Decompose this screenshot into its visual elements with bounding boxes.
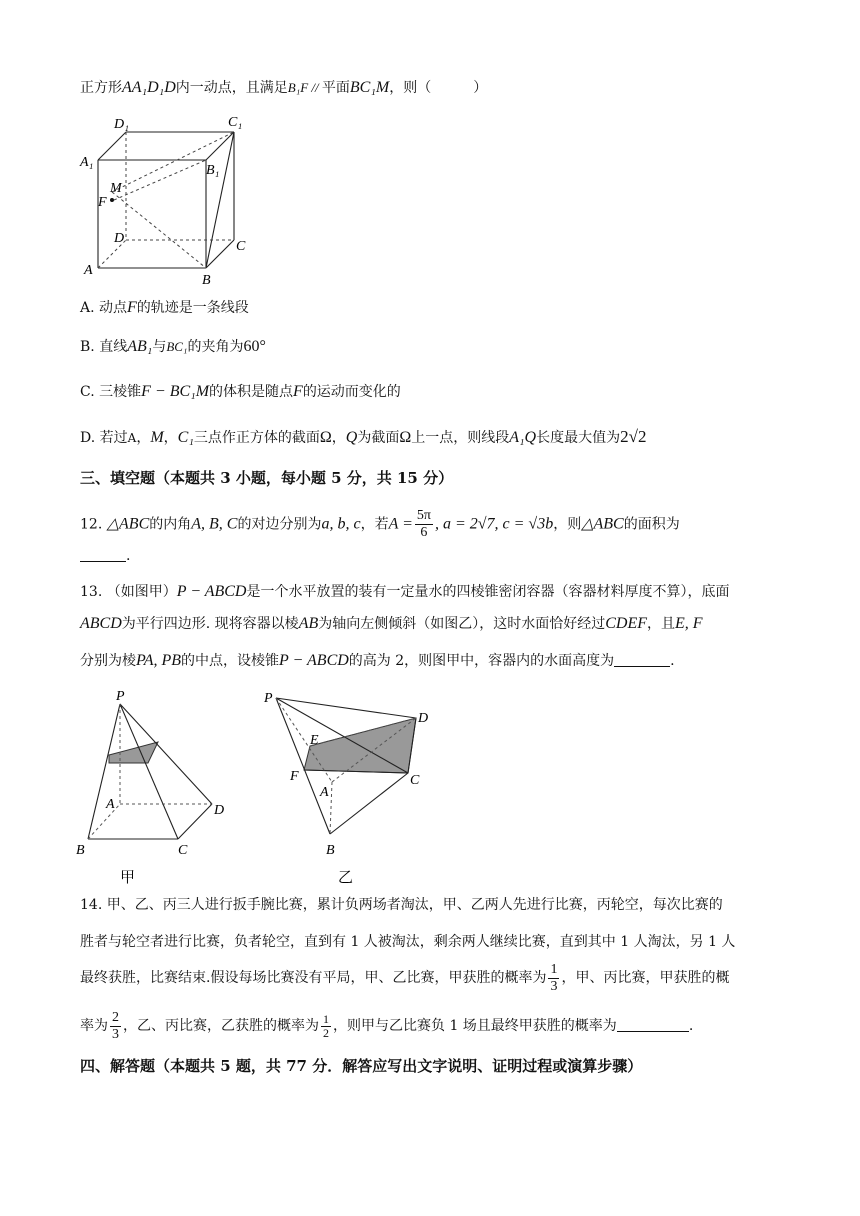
q14-text: 率为 xyxy=(80,1018,108,1034)
q14-answer-blank[interactable] xyxy=(617,1017,689,1032)
q11-stem-text: 内一动点，且满足 xyxy=(175,80,288,96)
yi-label-B: B xyxy=(326,843,335,858)
q13-text: 为轴向左侧倾斜（如图乙），这时水面恰好经过 xyxy=(318,616,606,632)
q13-answer-blank[interactable] xyxy=(614,652,670,667)
option-d[interactable] xyxy=(80,427,646,448)
q11-stem-text: 正方形 xyxy=(80,80,122,96)
q13-math: E, F xyxy=(675,615,703,632)
option-math: A₁Q xyxy=(509,429,537,446)
q12-math: A, B, C xyxy=(191,515,238,533)
q12 xyxy=(80,508,680,541)
q11-stem-text: ，则（ ） xyxy=(389,80,488,96)
option-math: AB₁ xyxy=(127,338,153,355)
option-math: 2√2 xyxy=(620,427,647,446)
q12-math: , a = 2√7, c = √3b xyxy=(434,515,554,533)
q12-text: 的面积为 xyxy=(623,516,680,533)
label-A: A xyxy=(84,263,93,278)
q14-text: . xyxy=(688,1018,694,1034)
label-B: B xyxy=(202,273,211,288)
q13-text: 为平行四边形. 现将容器以棱 xyxy=(121,616,299,632)
label-C1: C₁ xyxy=(228,115,243,130)
option-math: F xyxy=(293,383,303,400)
q11-stem xyxy=(80,78,487,98)
q13-text: 是一个水平放置的装有一定量水的四棱锥密闭容器（容器材料厚度不算），底面 xyxy=(246,584,730,600)
option-math: A xyxy=(127,431,137,445)
option-label: A. xyxy=(80,300,95,316)
option-text: 为截面 xyxy=(357,430,400,446)
q13-math: AB xyxy=(298,615,319,632)
fraction-denominator: 3 xyxy=(112,1026,119,1042)
jia-label-D: D xyxy=(214,803,225,818)
fraction-denominator: 3 xyxy=(550,978,558,994)
label-D: D xyxy=(114,231,125,246)
jia-label-B: B xyxy=(76,843,85,858)
jia-label-C: C xyxy=(178,843,188,858)
q13-text: ，且 xyxy=(647,616,676,632)
option-text: 的运动而变化的 xyxy=(302,384,401,400)
q13-math: PA, PB xyxy=(136,652,182,669)
option-math: F − BC₁M xyxy=(141,383,210,400)
fraction-2-3 xyxy=(110,1010,121,1043)
label-F: F xyxy=(98,195,107,210)
option-text: 的夹角为 xyxy=(187,339,244,355)
label-B1: B₁ xyxy=(206,163,220,178)
option-text: 的体积是随点 xyxy=(209,384,294,400)
yi-label-D: D xyxy=(418,711,429,726)
q13-math: P − ABCD xyxy=(176,583,247,600)
option-text: 若过 xyxy=(99,430,128,446)
q13-math: ABCD xyxy=(80,615,122,632)
q12-math: △ABC xyxy=(106,515,150,533)
option-text: ， xyxy=(331,430,346,446)
fraction-numerator: 1 xyxy=(323,1011,329,1026)
fraction-5pi-6 xyxy=(415,508,433,541)
option-math: Ω xyxy=(319,429,332,446)
option-math: 60° xyxy=(243,338,266,355)
q14-text: 最终获胜，比赛结束.假设每场比赛没有平局，甲、乙比赛，甲获胜的概率为 xyxy=(80,970,547,986)
plane-symbol: BC₁M xyxy=(349,79,390,96)
q14-line-2: 胜者与轮空者进行比赛，负者轮空，直到有 1 人被淘汰，剩余两人继续比赛，直到其中 1 人淘汰，另 1 人 xyxy=(80,934,736,950)
option-text: ， xyxy=(136,430,151,446)
fraction-1-2 xyxy=(321,1013,331,1040)
section-3-heading: 三、填空题（本题共 3 小题，每小题 5 分，共 15 分） xyxy=(80,469,454,487)
option-b[interactable] xyxy=(80,337,266,357)
q12-answer-line xyxy=(80,546,130,566)
option-label: C. xyxy=(80,384,95,400)
jia-label-A: A xyxy=(106,797,115,812)
option-math: BC₁ xyxy=(166,339,188,354)
q12-math: a, b, c xyxy=(321,515,361,533)
fraction-denominator: 2 xyxy=(323,1025,329,1040)
option-text: 长度最大值为 xyxy=(536,430,621,446)
q13-text: . xyxy=(670,653,675,669)
q13-text: 13. （如图甲） xyxy=(80,584,177,600)
q14-text: ，则甲与乙比赛负 1 场且最终甲获胜的概率为 xyxy=(333,1018,617,1034)
q12-text: . xyxy=(126,548,131,564)
fraction-denominator: 6 xyxy=(420,525,428,540)
option-text: 与 xyxy=(152,339,167,355)
pyramid-figure-yi xyxy=(258,684,438,890)
option-text: 三棱锥 xyxy=(99,384,142,400)
label-M: M xyxy=(110,181,122,196)
option-text: ， xyxy=(163,430,178,446)
pyramid-figure-jia xyxy=(74,684,244,890)
q12-text: 的内角 xyxy=(149,516,192,533)
yi-label-P: P xyxy=(264,691,273,706)
option-math: C₁ xyxy=(177,429,194,446)
q14-line-3 xyxy=(80,960,729,996)
q14-text: ，甲、丙比赛，甲获胜的概 xyxy=(561,970,730,986)
q13-line-2 xyxy=(80,614,703,634)
q12-math: △ABC xyxy=(581,515,624,533)
q14-line-1: 14. 甲、乙、丙三人进行扳手腕比赛，累计负两场者淘汰，甲、乙两人先进行比赛，丙轮空，每次比赛的 xyxy=(80,897,723,913)
q13-math: CDEF xyxy=(605,615,648,632)
option-a[interactable] xyxy=(80,298,249,318)
option-text: 的轨迹是一条线段 xyxy=(136,300,249,316)
fraction-1-3 xyxy=(548,962,559,995)
label-C: C xyxy=(236,239,246,254)
q12-answer-blank[interactable] xyxy=(80,547,126,562)
q11-stem-text: 平面 xyxy=(321,80,350,96)
q14-text: ，乙、丙比赛，乙获胜的概率为 xyxy=(123,1018,319,1034)
q13-text: 分别为棱 xyxy=(80,653,136,669)
option-math: M xyxy=(150,429,164,446)
parallel-condition: B₁F // xyxy=(287,80,322,95)
q13-line-3 xyxy=(80,651,675,671)
q14-line-4 xyxy=(80,1008,693,1044)
option-text: 直线 xyxy=(99,339,128,355)
face-symbol: AA₁D₁D xyxy=(122,79,176,96)
fraction-numerator: 1 xyxy=(550,961,558,977)
q12-math: A = xyxy=(388,515,413,533)
q13-line-1 xyxy=(80,582,729,602)
q13-math: P − ABCD xyxy=(279,652,349,669)
q12-text: ，若 xyxy=(360,516,389,533)
fraction-numerator: 2 xyxy=(112,1009,119,1025)
cube-figure xyxy=(78,112,258,290)
option-text: 上一点，则线段 xyxy=(411,430,510,446)
option-math: F xyxy=(127,299,137,316)
yi-label-A: A xyxy=(320,785,329,800)
section-4-heading: 四、解答题（本题共 5 题，共 77 分．解答应写出文字说明、证明过程或演算步骤） xyxy=(80,1057,643,1075)
q13-text: 的中点，设棱锥 xyxy=(181,653,280,669)
option-math: Q xyxy=(345,429,358,446)
yi-label-E: E xyxy=(310,733,319,748)
option-c[interactable] xyxy=(80,382,401,402)
question-number: 12. xyxy=(80,516,103,533)
label-A1: A₁ xyxy=(80,155,94,170)
q12-text: 的对边分别为 xyxy=(237,516,322,533)
label-D1: D₁ xyxy=(114,117,129,132)
fig-yi-caption: 乙 xyxy=(338,868,354,886)
option-text: 三点作正方体的截面 xyxy=(193,430,320,446)
yi-label-C: C xyxy=(410,773,420,788)
yi-label-F: F xyxy=(290,769,299,784)
q13-text: 的高为 2，则图甲中，容器内的水面高度为 xyxy=(348,653,615,669)
q12-text: ，则 xyxy=(553,516,582,533)
option-math: Ω xyxy=(399,429,412,446)
option-label: D. xyxy=(80,430,96,446)
option-text: 动点 xyxy=(99,300,128,316)
fraction-numerator: 5π xyxy=(416,508,431,523)
option-label: B. xyxy=(80,339,95,355)
jia-label-P: P xyxy=(116,689,125,704)
fig-jia-caption: 甲 xyxy=(120,868,136,886)
